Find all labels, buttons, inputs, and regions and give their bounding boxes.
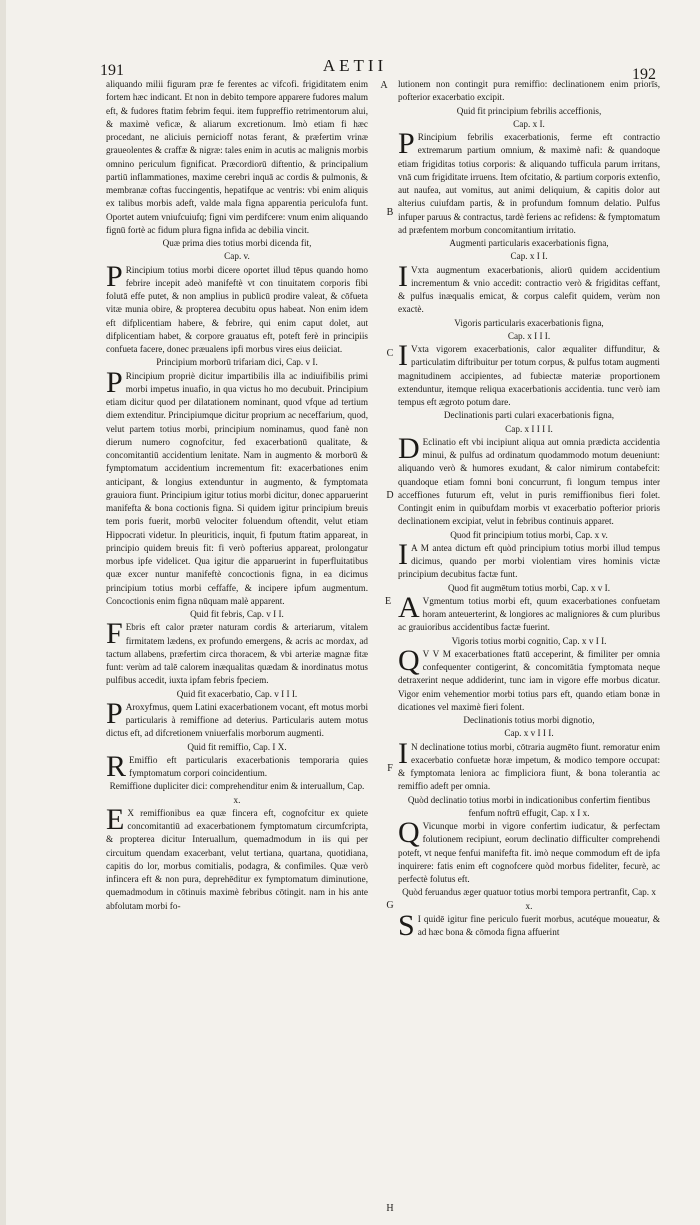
drop-cap-initial: I xyxy=(398,339,408,372)
drop-cap-initial: Q xyxy=(398,816,420,849)
paragraph-text: Rincipium propriè dicitur impartibilis illa ac indiuifibilis primi morbi impetus inuafio, in qua victus ho mo decubuit. Principium etiam dicitur quod per dilatationem nominant, quod vfque ad tertium diem extenditur. Principiumque dicitur proprium ac neceffarium, quod, velut partem totius morbi, principium nominamus, quod fanè non dierum numero cognofcitur, fed exacerbationū qualitate, & concomitantiū accidentium lenitate. Nam in augmento & morborū & fymptomatum accidentium incrementum fit: exacerbationes enim anticipant, & longius extenduntur in augmento, & fymptomata grauiora fiunt. Principium igitur totius morbi dicitur, donec apparuerint manifefta & bona coctionis figna. Si quidem igitur principium breuis tem poris fuerit, morbū velociter foluendum oftendit, velut etiam Hippocrati videtur. In pleuriticis, inquit, fi fputum ftatim appareat, in principio quidem breuis fit: fi verò pofterius appareat, prolongatur morbus ipfe videlicet. Qua igitur die apparuerint in fuperfluitatibus quæ excer nuntur manifeftè concoctionis figna, in ea dicimus principium totius morbi ceffaffe, & incipere ipfum augmentum. Concoctionis enim figna nūquam malè apparent. xyxy=(106,370,368,606)
section-heading xyxy=(398,714,660,727)
margin-letter-c: C xyxy=(386,348,394,359)
margin-letter-a: A xyxy=(380,80,388,91)
body-paragraph xyxy=(398,78,660,105)
section-heading xyxy=(398,886,660,913)
drop-cap-initial: Q xyxy=(398,643,420,677)
drop-cap-initial: R xyxy=(106,749,127,783)
paragraph-text: Vicunque morbi in vigore confertim iudicatur, & perfectam folutionem recipiunt, eorum declinatio difficulter comprehendi poteft, vt neque fenfui manifefta fit. imò neque commodum eft de ipfa inquirere: fatis enim eft cognofcere quòd morbus fideliter, fecurè, ac perfectè folutus eft. xyxy=(398,821,660,884)
body-paragraph xyxy=(398,736,660,794)
drop-cap-initial: A xyxy=(398,590,420,624)
drop-cap-initial: I xyxy=(398,537,408,571)
section-heading xyxy=(398,794,660,821)
section-heading xyxy=(398,237,660,250)
paragraph-text: N declinatione totius morbi, cōtraria augmēto fiunt. remoratur enim exacerbatio confuetæ horæ impetum, & modico tempore occupat: & fymptomata leniora ac fimpliciora fiunt, & bona tolerantia ac remiffio adeft per omnia. xyxy=(398,741,660,792)
paragraph-text: Quod fit augmētum totius morbi, Cap. x v I. xyxy=(447,582,611,593)
paragraph-text: Emiffio eft particularis exacerbationis temporaria quies fymptomatum corpori coincidentium. xyxy=(129,754,368,778)
paragraph-text: Cap. x I I I I. xyxy=(505,423,553,434)
paragraph-text: Vigoris particularis exacerbationis figna, xyxy=(454,317,604,328)
paragraph-text: Principium morborū trifariam dici, Cap. v I. xyxy=(156,357,318,368)
paragraph-text: Quid fit febris, Cap. v I I. xyxy=(190,609,284,619)
chapter-number xyxy=(398,330,660,343)
section-heading xyxy=(106,237,368,250)
drop-cap-initial: P xyxy=(106,259,123,293)
section-heading xyxy=(398,317,660,330)
section-heading xyxy=(398,409,660,422)
margin-letter-d: D xyxy=(386,490,394,501)
chapter-number xyxy=(398,423,660,436)
paragraph-text: Rincipium totius morbi dicere oportet illud tēpus quando homo febrire incepit adeò manifeftè vt con tinuitatem corporis fibi folutā effe putet, & non amplius in publicū prodire valeat, & cōfueta vitæ munia obire, & propterea decubitu opus habeat. Non enim idem eft difplicentiam habere, & febrire, qui enim caput dolet, aut difplicentiam habet, & corpore grauatus eft, poteft ferè in principiis confueta facere, donec præualens ipfi morbus vires eius deiiciat. xyxy=(106,264,368,354)
body-paragraph xyxy=(398,339,660,409)
paragraph-text: Quid fit remiffio, Cap. I X. xyxy=(187,741,287,752)
margin-letter-h: H xyxy=(386,1203,394,1214)
section-heading xyxy=(106,356,368,369)
paragraph-text: Vxta vigorem exacerbationis, calor æqualiter diffunditur, & particulatim diftribuitur per totum corpus, & pulfus totam augmenti magnitudinem accipientes, ad fubiectæ materiæ proportionem extenduntur, itemque reliqua exacerbationis accidentia. tunc verò iam tempus eft ægroto potum dare. xyxy=(398,344,660,407)
body-paragraph xyxy=(106,78,368,237)
body-paragraph xyxy=(398,127,660,237)
left-text-column xyxy=(106,78,368,913)
margin-letter-g: G xyxy=(386,900,394,911)
drop-cap-initial: P xyxy=(106,696,123,730)
paragraph-text: Rincipium febrilis exacerbationis, ferme eft contractio extremarum partium omnium, & maximè nafi: & quandoque etiam frigiditas totius corporis: & aliquando tufficula parum irritans, vnā cum frigiditate irruens. Item ofcitatio, & partium corporis extenfio, aut naufea, aut vomitus, aut animi deliquium, & capitis dolor aut alterius cuiufdam partis, & in profundum fomnum delatio. Pulfus infuper paruus & contractus, tardè feriens ac refidens: & fymptomatum ad præfentem morbum concomitantium irritatio. xyxy=(398,132,660,235)
drop-cap-initial: P xyxy=(106,365,123,399)
paragraph-text: I quidē igitur fine periculo fuerit morbus, acutéque moueatur, & ad hæc bona & cōmoda figna affuerint xyxy=(417,913,660,937)
body-paragraph xyxy=(106,259,368,357)
body-paragraph xyxy=(106,802,368,913)
paragraph-text: Aroxyfmus, quem Latini exacerbationem vocant, eft motus morbi particularis à remiffione ad deterius. Particularis autem motus dictus eft, ad difcretionem vniuerfalis morborum augmenti. xyxy=(106,701,368,739)
section-heading xyxy=(398,105,660,118)
body-paragraph xyxy=(106,365,368,609)
body-paragraph xyxy=(398,908,660,942)
page-number-left: 191 xyxy=(100,62,124,79)
section-heading xyxy=(398,529,660,542)
body-paragraph xyxy=(398,643,660,714)
section-heading xyxy=(106,780,368,807)
paragraph-text: X remiffionibus ea quæ fincera eft, cognofcitur ex quiete concomitantiū ad exacerbationem fymptomatum circumfcripta, & propterea dicitur Interuallum, quemadmodum in iis qui per circuitum quendam exacerbant, velut tertiana, quartana, quotidiana, capitis do lor, morbus comitialis, podagra, & confimiles. Quæ verò infincera eft & non pura, deprehēditur ex fymptomatum diminutione, quemadmodum in cōtinuis maximè febribus cōtingit. nam in his ante abfolutam morbi fo- xyxy=(106,807,368,911)
drop-cap-initial: F xyxy=(106,617,123,651)
paragraph-text: Vxta augmentum exacerbationis, aliorū quidem accidentium incrementum & vnio accedit: contractio verò & frigiditas ceffant, & pulfus inæqualis emicat, & corpus calefit quidem, verùm non exactè. xyxy=(398,264,660,315)
paragraph-text: Vigoris totius morbi cognitio, Cap. x v I I. xyxy=(451,635,607,646)
page-gutter-shadow xyxy=(0,0,6,1225)
margin-letter-b: B xyxy=(386,207,394,218)
page-header xyxy=(0,4,700,83)
paragraph-text: Quid fit exacerbatio, Cap. v I I I. xyxy=(176,688,298,699)
paragraph-text: Cap. x I I I. xyxy=(507,330,551,341)
paragraph-text: Cap. x I. xyxy=(513,118,545,129)
body-paragraph xyxy=(398,431,660,529)
running-title: AETII xyxy=(322,56,388,75)
drop-cap-initial: I xyxy=(398,736,408,770)
paragraph-text: Quod fit principium totius morbi, Cap. x v. xyxy=(450,529,608,540)
body-paragraph xyxy=(106,696,368,741)
margin-letter-e: E xyxy=(384,596,392,607)
paragraph-text: Vgmentum totius morbi eft, quum exacerbationes confuetam horam anteuerterint, & longiores ac maligniores & cum pluribus ac grauioribus accidentibus factæ fuerint. xyxy=(398,595,660,633)
body-paragraph xyxy=(398,816,660,886)
page-number-right: 192 xyxy=(632,66,656,83)
paragraph-text: aliquando milii figuram præ fe ferentes ac vifcofi. frigiditatem enim fortem hæc indicant. Et non in debito tempore apparere fudores malum eft, & fudores ftatim febrim fequi. item fuppreffio retrimentorum alui, & maximè veficæ, & aliarum excretionum. Imò etiam fi hæc procedant, ne aliciuis pernicioff notas ferant, & præfertim vrinæ graueolentes & craffæ & nigræ: tales enim in acutis ac malignis morbis omnino periculum fignificat. Præcordiorū diftentio, & principalium partiū inflammationes, maxime cerebri inquā ac cordis & pulmonis, & membranæ coftas fuccingentis, hepatifque ac ventris: vbi enim aliquis ex talibus morbis adeft, valde mala figna apparentia periculofa funt. Oportet autem vniufcuiufq; figni vim perdifcere: vnum enim aliquando fignū fortè ac fidum plura figna infida ac debilia vincit. xyxy=(106,79,368,235)
paragraph-text: Quid fit principium febrilis acceffionis, xyxy=(456,105,602,116)
chapter-number xyxy=(106,250,368,263)
paragraph-text: Remiffione dupliciter dici: comprehenditur enim & interuallum, Cap. x. xyxy=(109,781,365,805)
drop-cap-initial: D xyxy=(398,431,420,465)
paragraph-text: Declinationis totius morbi dignotio, xyxy=(463,715,595,725)
body-paragraph xyxy=(398,537,660,582)
drop-cap-initial: S xyxy=(398,908,415,942)
body-paragraph xyxy=(398,590,660,635)
drop-cap-initial: P xyxy=(398,127,415,160)
paragraph-text: Augmenti particularis exacerbationis figna, xyxy=(449,238,609,248)
section-heading xyxy=(398,582,660,595)
paragraph-text: Quæ prima dies totius morbi dicenda fit, xyxy=(162,238,312,248)
chapter-number xyxy=(398,118,660,131)
paragraph-text: V V M exacerbationes ftatū acceperint, & fimiliter per omnia confequenter contigerint, & concomitātia fymptomata neque detraxerint neque addiderint, tunc iam in vigore effe morbus dicatur. Vigor enim vehementior morbi totius pars eft, quando etiam bonæ in dicationes vel maximè fieri folent. xyxy=(398,648,660,712)
paragraph-text: Cap. v. xyxy=(224,251,250,262)
drop-cap-initial: E xyxy=(106,802,125,836)
paragraph-text: Ebris eft calor præter naturam cordis & arteriarum, vitalem firmitatem lædens, ex profundo emergens, & acris ac mordax, ad tactum allabens, præfertim circa thoracem, & vbi arteriæ magnæ fitæ funt: verùm ad talē calorem inæqualitas quædam & inordinatus motus pulfibus accedit, iuxta ipfam febris fpeciem. xyxy=(106,622,368,686)
section-heading xyxy=(106,741,368,754)
paragraph-text: Cap. x v I I I. xyxy=(504,728,554,739)
body-paragraph xyxy=(106,617,368,687)
paragraph-text: Eclinatio eft vbi incipiunt aliqua aut omnia prædicta accidentia minui, & pulfus ad ordinatum quodammodo motum deueniunt: aliquando verò & humores exudant, & calor nimirum contabefcit: quandoque etiam fomni boni concurrunt, fi longum tempus inter acceffiones futurum eft, velut in puris remiffionibus fieri folet. Contingit enim in quibufdam morbis vt exacerbatio pofterior prioris declinationem excipiat, velut in febribus continuis apparet. xyxy=(398,436,660,527)
body-paragraph xyxy=(398,259,660,317)
paragraph-text: A M antea dictum eft quòd principium totius morbi illud tempus dicimus, quando per morbi violentiam vires hominis victæ principium decubitus factæ funt. xyxy=(398,542,660,580)
paragraph-text: lutionem non contingit pura remiffio: declinationem enim priorīs, pofterior exacerbatio excipit. xyxy=(398,79,660,103)
paragraph-text: Quòd feruandus æger quatuor totius morbi tempora pertranfit, Cap. x x. xyxy=(402,887,656,911)
margin-letter-f: F xyxy=(387,763,393,774)
section-heading xyxy=(106,608,368,621)
chapter-number xyxy=(398,727,660,740)
paragraph-text: Declinationis parti culari exacerbationis figna, xyxy=(443,410,615,421)
paragraph-text: Cap. x I I. xyxy=(510,251,548,262)
drop-cap-initial: I xyxy=(398,259,408,293)
section-heading xyxy=(398,635,660,648)
chapter-number xyxy=(398,250,660,263)
section-heading xyxy=(106,688,368,701)
body-paragraph xyxy=(106,749,368,783)
paragraph-text: Quòd declinatio totius morbi in indicationibus confertim fientibus fenfum noftrū effugit, Cap. x I x. xyxy=(407,794,651,818)
right-text-column xyxy=(398,78,660,942)
